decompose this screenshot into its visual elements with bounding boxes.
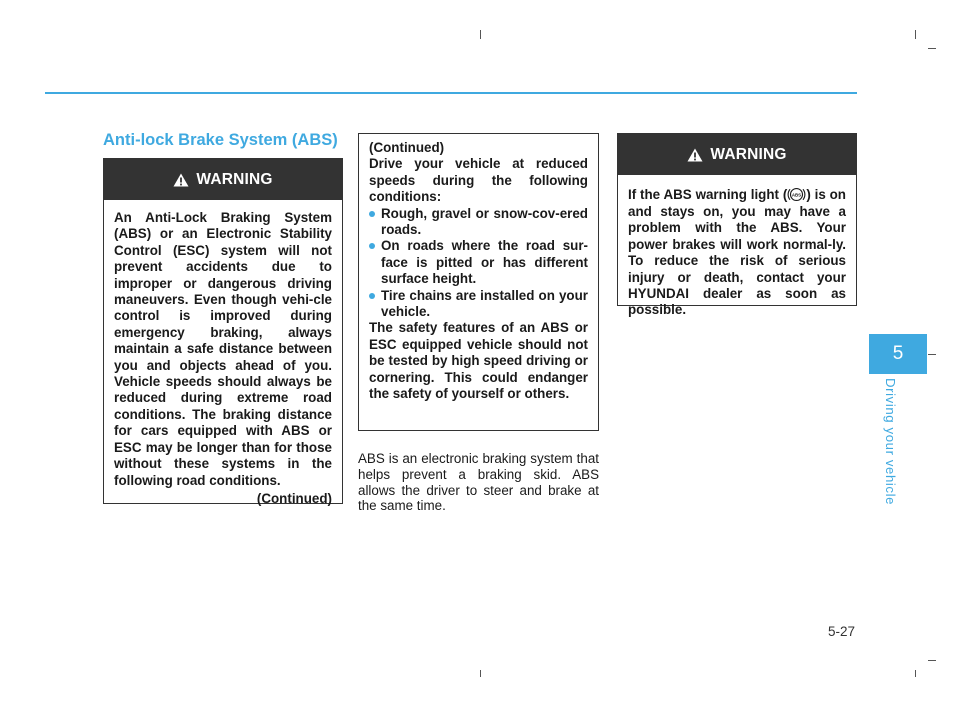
list-item: On roads where the road sur-face is pitted or has different surface height.: [369, 238, 588, 287]
abs-light-warning-box: [617, 133, 857, 318]
warning-triangle-icon: [687, 148, 703, 162]
warning-label: WARNING: [710, 145, 787, 163]
bullet-dot-icon: [369, 293, 375, 299]
header-rule: [45, 92, 857, 94]
chapter-tab: 5: [869, 334, 927, 374]
warning-label: WARNING: [196, 170, 273, 188]
warning-body: [104, 200, 342, 515]
crop-mark: [915, 30, 916, 39]
crop-mark: [928, 660, 936, 661]
warning-triangle-icon: [173, 173, 189, 187]
warning-header: [104, 159, 342, 200]
crop-mark: [480, 670, 481, 677]
crop-mark: [480, 30, 481, 39]
crop-mark: [928, 48, 936, 49]
page-number: 5-27: [828, 624, 856, 639]
warning-header: [618, 134, 856, 175]
continued-body: [359, 134, 598, 411]
section-title: Anti-lock Brake System (ABS): [103, 131, 338, 149]
chapter-label: Driving your vehicle: [883, 378, 898, 506]
continued-label: (Continued): [256, 490, 332, 506]
continued-label: (Continued): [369, 140, 445, 155]
abs-description: ABS is an electronic braking system that helps prevent a braking skid. ABS allows the driver to steer and brake at the same time.: [358, 451, 599, 514]
crop-mark: [915, 670, 916, 677]
abs-warning-light-icon: [787, 185, 806, 204]
warning-text: An Anti-Lock Braking System (ABS) or an Electronic Stability Control (ESC) system will not prevent accidents due to improper or dangerous driving maneuvers. Even though vehi-cle control is improved during emergency braking, always maintain a safe distance between you and objects ahead of you. Vehicle speeds should always be reduced during extreme road conditions. The braking distance for cars equipped with ABS or ESC may be longer than for those without these systems in the following road conditions.: [114, 210, 332, 488]
list-item: Rough, gravel or snow-cov-ered roads.: [369, 206, 588, 239]
bullet-dot-icon: [369, 211, 375, 217]
continued-warning-box: [358, 133, 599, 431]
conditions-list: [369, 206, 588, 321]
abs-esc-warning-box: [103, 158, 343, 504]
safety-note: The safety features of an ABS or ESC equipped vehicle should not be tested by high speed driving or cornering. This could endanger the safety of yourself or others.: [369, 320, 588, 402]
svg-text:ABS: ABS: [792, 192, 802, 198]
bullet-dot-icon: [369, 243, 375, 249]
crop-mark: [928, 354, 936, 355]
warning-body: If the ABS warning light ( ABS ) is on and stays on, you may have a problem with the ABS. Your power brakes will work normal-ly. To reduce the risk of serious injury or death, contact your HYUNDAI dealer as soon as possible.: [628, 187, 846, 318]
conditions-intro: Drive your vehicle at reduced speeds during the following conditions:: [369, 156, 588, 205]
list-item: Tire chains are installed on your vehicle.: [369, 288, 588, 321]
